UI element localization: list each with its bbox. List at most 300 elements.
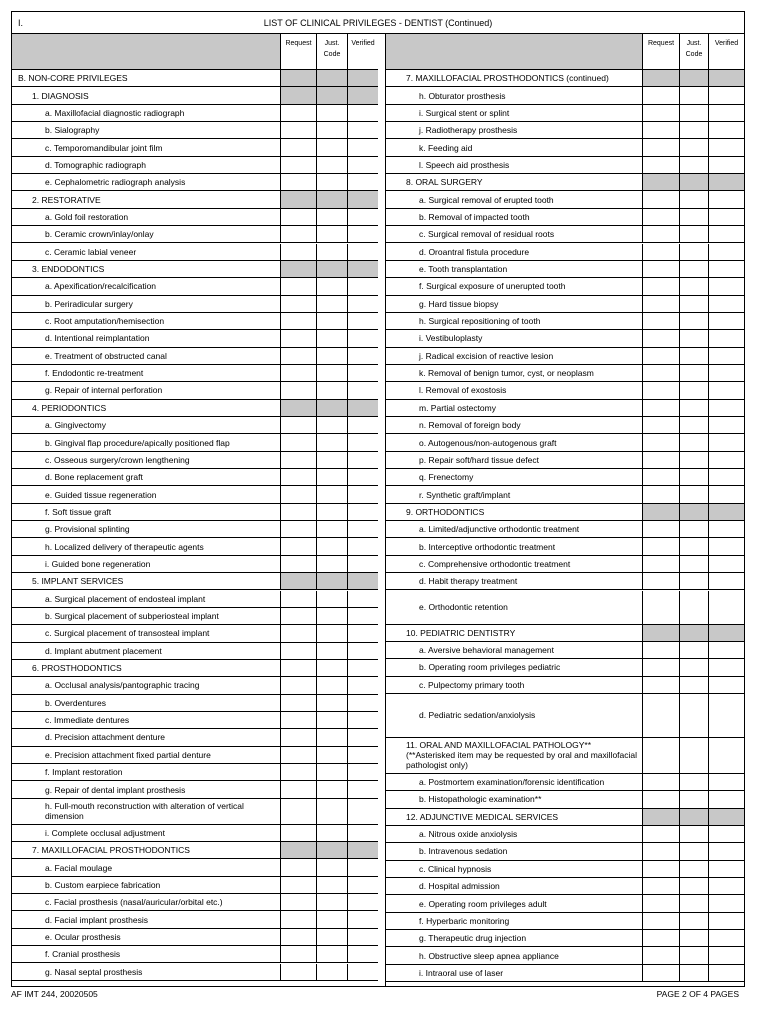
request-field[interactable] — [281, 677, 317, 693]
privilege-label: c. Osseous surgery/crown lengthening — [12, 452, 281, 468]
request-field[interactable] — [281, 209, 317, 225]
just-code-field[interactable] — [317, 382, 348, 398]
verified-field[interactable] — [348, 348, 378, 364]
privilege-row — [12, 799, 378, 825]
just-code-field[interactable] — [680, 843, 709, 859]
just-code-field[interactable] — [680, 105, 709, 121]
request-field[interactable] — [643, 642, 680, 658]
just-code-field[interactable] — [680, 244, 709, 260]
verified-field[interactable] — [348, 747, 378, 763]
request-field[interactable] — [643, 843, 680, 859]
privilege-label: e. Precision attachment fixed partial denture — [12, 747, 281, 763]
verified-field[interactable] — [348, 244, 378, 260]
verified-field[interactable] — [348, 521, 378, 537]
request-field[interactable] — [643, 694, 680, 737]
just-code-field[interactable] — [317, 946, 348, 962]
section-number: I. — [18, 18, 24, 28]
just-code-field[interactable] — [680, 382, 709, 398]
verified-field[interactable] — [348, 859, 378, 875]
privilege-label: m. Partial ostectomy — [386, 400, 643, 416]
verified-field[interactable] — [348, 105, 378, 121]
verified-field[interactable] — [709, 947, 744, 963]
just-code-field[interactable] — [680, 486, 709, 502]
request-field[interactable] — [281, 382, 317, 398]
just-code-field[interactable] — [680, 469, 709, 485]
request-field[interactable] — [281, 625, 317, 641]
request-field[interactable] — [281, 313, 317, 329]
just-code-field[interactable] — [317, 278, 348, 294]
verified-field[interactable] — [348, 964, 378, 980]
verified-field[interactable] — [348, 278, 378, 294]
request-field — [643, 70, 680, 86]
just-code-field[interactable] — [317, 712, 348, 728]
verified-field[interactable] — [348, 538, 378, 554]
request-field[interactable] — [643, 278, 680, 294]
request-field[interactable] — [643, 105, 680, 121]
verified-field[interactable] — [348, 729, 378, 745]
request-field[interactable] — [643, 791, 680, 807]
verified-field[interactable] — [348, 825, 378, 841]
just-code-field[interactable] — [317, 911, 348, 927]
just-code-field[interactable] — [680, 642, 709, 658]
verified-field[interactable] — [709, 642, 744, 658]
request-field[interactable] — [281, 226, 317, 242]
verified-field[interactable] — [348, 139, 378, 155]
verified-field[interactable] — [348, 330, 378, 346]
request-field[interactable] — [281, 781, 317, 797]
privilege-label: d. Implant abutment placement — [12, 643, 281, 659]
request-field[interactable] — [281, 764, 317, 780]
request-field[interactable] — [643, 913, 680, 929]
just-code-field[interactable] — [680, 400, 709, 416]
verified-field[interactable] — [709, 261, 744, 277]
just-code-field[interactable] — [680, 139, 709, 155]
request-field[interactable] — [643, 774, 680, 790]
request-field[interactable] — [281, 244, 317, 260]
privilege-row — [386, 538, 744, 555]
privilege-row — [12, 556, 378, 573]
verified-field[interactable] — [348, 486, 378, 502]
just-code-field[interactable] — [680, 878, 709, 894]
just-code-field[interactable] — [317, 469, 348, 485]
verified-field[interactable] — [348, 625, 378, 641]
request-field[interactable] — [643, 330, 680, 346]
verified-field[interactable] — [348, 877, 378, 893]
verified-field[interactable] — [348, 452, 378, 468]
verified-field[interactable] — [348, 365, 378, 381]
verified-field[interactable] — [348, 591, 378, 607]
request-field[interactable] — [643, 538, 680, 554]
verified-field[interactable] — [709, 330, 744, 346]
verified-field[interactable] — [709, 365, 744, 381]
verified-field[interactable] — [348, 677, 378, 693]
verified-field[interactable] — [348, 504, 378, 520]
just-code-field[interactable] — [680, 913, 709, 929]
request-field[interactable] — [643, 139, 680, 155]
just-code-field[interactable] — [680, 417, 709, 433]
just-code-field[interactable] — [680, 226, 709, 242]
just-code-field[interactable] — [317, 313, 348, 329]
just-code-field[interactable] — [680, 774, 709, 790]
request-field[interactable] — [643, 157, 680, 173]
request-field[interactable] — [643, 365, 680, 381]
request-field[interactable] — [281, 929, 317, 945]
privilege-label: k. Removal of benign tumor, cyst, or neoplasm — [386, 365, 643, 381]
privilege-row — [12, 877, 378, 894]
request-field[interactable] — [281, 894, 317, 910]
just-code-field[interactable] — [680, 965, 709, 981]
column-header-label — [12, 34, 281, 69]
verified-field[interactable] — [709, 694, 744, 737]
just-code-field[interactable] — [317, 434, 348, 450]
request-field[interactable] — [281, 469, 317, 485]
privilege-label: j. Radiotherapy prosthesis — [386, 122, 643, 138]
verified-field[interactable] — [709, 452, 744, 468]
request-field[interactable] — [643, 895, 680, 911]
request-field[interactable] — [643, 209, 680, 225]
just-code-field[interactable] — [680, 677, 709, 693]
verified-field[interactable] — [348, 929, 378, 945]
just-code-field[interactable] — [680, 591, 709, 624]
request-field[interactable] — [643, 556, 680, 572]
verified-field[interactable] — [348, 157, 378, 173]
just-code-field[interactable] — [317, 209, 348, 225]
just-code-field[interactable] — [317, 825, 348, 841]
privilege-label: a. Facial moulage — [12, 859, 281, 875]
request-field[interactable] — [281, 139, 317, 155]
just-code-field[interactable] — [317, 929, 348, 945]
verified-field[interactable] — [348, 764, 378, 780]
request-field[interactable] — [281, 859, 317, 875]
verified-field[interactable] — [709, 878, 744, 894]
verified-field[interactable] — [709, 348, 744, 364]
request-field[interactable] — [281, 538, 317, 554]
verified-field[interactable] — [709, 861, 744, 877]
just-code-field[interactable] — [680, 895, 709, 911]
privilege-row — [12, 929, 378, 946]
just-code-field[interactable] — [317, 964, 348, 980]
just-code-field[interactable] — [317, 643, 348, 659]
verified-field[interactable] — [709, 791, 744, 807]
just-code-field[interactable] — [680, 947, 709, 963]
request-field[interactable] — [643, 226, 680, 242]
request-field[interactable] — [281, 911, 317, 927]
verified-field[interactable] — [709, 226, 744, 242]
verified-field[interactable] — [709, 913, 744, 929]
verified-field[interactable] — [709, 486, 744, 502]
just-code-field[interactable] — [680, 556, 709, 572]
request-field[interactable] — [281, 330, 317, 346]
request-field[interactable] — [643, 486, 680, 502]
privilege-label: l. Removal of exostosis — [386, 382, 643, 398]
just-code-field[interactable] — [317, 244, 348, 260]
verified-field[interactable] — [709, 895, 744, 911]
just-code-field[interactable] — [680, 313, 709, 329]
verified-field — [709, 504, 744, 520]
just-code-field[interactable] — [680, 573, 709, 589]
verified-field[interactable] — [348, 894, 378, 910]
request-field[interactable] — [281, 729, 317, 745]
privilege-label: c. Immediate dentures — [12, 712, 281, 728]
just-code-field[interactable] — [680, 261, 709, 277]
request-field[interactable] — [281, 417, 317, 433]
just-code-field[interactable] — [317, 877, 348, 893]
just-code-field[interactable] — [680, 209, 709, 225]
just-code-field[interactable] — [317, 608, 348, 624]
verified-field[interactable] — [348, 174, 378, 190]
just-code-field[interactable] — [317, 729, 348, 745]
request-field[interactable] — [643, 965, 680, 981]
request-field[interactable] — [281, 296, 317, 312]
request-field[interactable] — [643, 261, 680, 277]
privilege-row — [386, 965, 744, 982]
just-code-field[interactable] — [680, 296, 709, 312]
request-field[interactable] — [643, 87, 680, 103]
just-code-field[interactable] — [680, 330, 709, 346]
privilege-label: g. Repair of internal perforation — [12, 382, 281, 398]
verified-field[interactable] — [709, 87, 744, 103]
just-code-field[interactable] — [317, 591, 348, 607]
just-code-field[interactable] — [680, 157, 709, 173]
verified-field[interactable] — [709, 469, 744, 485]
verified-field[interactable] — [348, 296, 378, 312]
request-field[interactable] — [643, 417, 680, 433]
verified-field[interactable] — [348, 946, 378, 962]
privilege-label: d. Hospital admission — [386, 878, 643, 894]
privilege-label: e. Orthodontic retention — [386, 591, 643, 624]
request-field[interactable] — [643, 434, 680, 450]
just-code-field[interactable] — [317, 538, 348, 554]
just-code-field[interactable] — [317, 226, 348, 242]
just-code-field[interactable] — [317, 296, 348, 312]
request-field[interactable] — [643, 521, 680, 537]
just-code-field[interactable] — [680, 191, 709, 207]
verified-field[interactable] — [709, 122, 744, 138]
verified-field[interactable] — [709, 965, 744, 981]
verified-field[interactable] — [709, 400, 744, 416]
request-field[interactable] — [643, 947, 680, 963]
privilege-label: g. Therapeutic drug injection — [386, 930, 643, 946]
form-title-bar — [12, 12, 744, 34]
just-code-field[interactable] — [317, 764, 348, 780]
just-code-field[interactable] — [317, 139, 348, 155]
just-code-field — [317, 87, 348, 103]
verified-field[interactable] — [709, 157, 744, 173]
request-field — [281, 400, 317, 416]
just-code-field[interactable] — [317, 330, 348, 346]
privilege-row — [386, 573, 744, 590]
request-field[interactable] — [643, 313, 680, 329]
request-field[interactable] — [281, 877, 317, 893]
request-field[interactable] — [281, 643, 317, 659]
just-code-field[interactable] — [680, 348, 709, 364]
request-field[interactable] — [281, 365, 317, 381]
verified-field[interactable] — [709, 244, 744, 260]
verified-field[interactable] — [709, 105, 744, 121]
request-field[interactable] — [281, 556, 317, 572]
just-code-field[interactable] — [317, 695, 348, 711]
verified-field[interactable] — [709, 538, 744, 554]
verified-field[interactable] — [348, 122, 378, 138]
request-field[interactable] — [281, 608, 317, 624]
request-field[interactable] — [643, 677, 680, 693]
request-field[interactable] — [281, 174, 317, 190]
request-field[interactable] — [281, 278, 317, 294]
form-title: LIST OF CLINICAL PRIVILEGES - DENTIST (Continued) — [263, 18, 493, 28]
request-field[interactable] — [281, 434, 317, 450]
just-code-field[interactable] — [317, 894, 348, 910]
just-code-field[interactable] — [680, 930, 709, 946]
request-field[interactable] — [643, 573, 680, 589]
verified-field[interactable] — [348, 382, 378, 398]
request-field[interactable] — [281, 964, 317, 980]
verified-field[interactable] — [709, 139, 744, 155]
just-code-field[interactable] — [317, 157, 348, 173]
request-field[interactable] — [643, 382, 680, 398]
request-field[interactable] — [281, 695, 317, 711]
request-field — [281, 842, 317, 858]
request-field[interactable] — [643, 244, 680, 260]
just-code-field[interactable] — [680, 434, 709, 450]
privilege-label: e. Tooth transplantation — [386, 261, 643, 277]
verified-field[interactable] — [709, 556, 744, 572]
verified-field — [709, 625, 744, 641]
request-field[interactable] — [281, 747, 317, 763]
just-code-field[interactable] — [317, 348, 348, 364]
request-field[interactable] — [643, 930, 680, 946]
verified-field[interactable] — [348, 712, 378, 728]
just-code-field[interactable] — [317, 799, 348, 824]
request-field[interactable] — [643, 296, 680, 312]
verified-field[interactable] — [348, 556, 378, 572]
request-field[interactable] — [643, 191, 680, 207]
just-code-field[interactable] — [680, 538, 709, 554]
verified-field — [709, 174, 744, 190]
request-field[interactable] — [281, 105, 317, 121]
request-field[interactable] — [281, 712, 317, 728]
verified-field[interactable] — [709, 930, 744, 946]
section-label: 7. MAXILLOFACIAL PROSTHODONTICS (continued) — [386, 70, 643, 86]
just-code-field[interactable] — [317, 625, 348, 641]
column-header-just-code: Just. Code — [680, 34, 709, 69]
privilege-row — [12, 504, 378, 521]
request-field[interactable] — [643, 122, 680, 138]
verified-field[interactable] — [348, 417, 378, 433]
verified-field[interactable] — [709, 191, 744, 207]
just-code-field[interactable] — [680, 122, 709, 138]
just-code-field[interactable] — [680, 659, 709, 675]
just-code-field[interactable] — [317, 504, 348, 520]
verified-field[interactable] — [348, 209, 378, 225]
verified-field[interactable] — [709, 434, 744, 450]
just-code-field[interactable] — [680, 521, 709, 537]
just-code-field[interactable] — [680, 861, 709, 877]
verified-field[interactable] — [709, 659, 744, 675]
just-code-field[interactable] — [317, 486, 348, 502]
privilege-label: e. Treatment of obstructed canal — [12, 348, 281, 364]
request-field[interactable] — [281, 591, 317, 607]
request-field[interactable] — [281, 486, 317, 502]
verified-field[interactable] — [709, 591, 744, 624]
request-field[interactable] — [281, 348, 317, 364]
request-field[interactable] — [281, 122, 317, 138]
just-code-field[interactable] — [680, 87, 709, 103]
request-field[interactable] — [643, 591, 680, 624]
verified-field[interactable] — [709, 278, 744, 294]
request-field[interactable] — [643, 861, 680, 877]
verified-field[interactable] — [709, 774, 744, 790]
request-field[interactable] — [643, 659, 680, 675]
verified-field[interactable] — [348, 226, 378, 242]
verified-field[interactable] — [348, 781, 378, 797]
just-code-field[interactable] — [680, 791, 709, 807]
request-field[interactable] — [643, 826, 680, 842]
just-code-field[interactable] — [317, 781, 348, 797]
request-field[interactable] — [643, 469, 680, 485]
verified-field[interactable] — [348, 695, 378, 711]
verified-field[interactable] — [348, 469, 378, 485]
just-code-field[interactable] — [317, 556, 348, 572]
verified-field[interactable] — [709, 677, 744, 693]
request-field[interactable] — [643, 348, 680, 364]
just-code-field[interactable] — [680, 278, 709, 294]
just-code-field[interactable] — [680, 452, 709, 468]
just-code-field[interactable] — [317, 365, 348, 381]
privilege-label: e. Cephalometric radiograph analysis — [12, 174, 281, 190]
just-code-field[interactable] — [317, 122, 348, 138]
verified-field[interactable] — [709, 382, 744, 398]
request-field[interactable] — [281, 157, 317, 173]
request-field[interactable] — [643, 400, 680, 416]
privilege-label: f. Soft tissue graft — [12, 504, 281, 520]
just-code-field[interactable] — [317, 677, 348, 693]
request-field[interactable] — [281, 946, 317, 962]
verified-field[interactable] — [709, 296, 744, 312]
just-code-field[interactable] — [680, 694, 709, 737]
request-field[interactable] — [281, 504, 317, 520]
just-code-field[interactable] — [680, 365, 709, 381]
request-field[interactable] — [643, 452, 680, 468]
verified-field[interactable] — [348, 608, 378, 624]
request-field[interactable] — [281, 521, 317, 537]
just-code-field[interactable] — [317, 174, 348, 190]
verified-field[interactable] — [348, 643, 378, 659]
just-code-field[interactable] — [317, 452, 348, 468]
verified-field[interactable] — [709, 843, 744, 859]
request-field[interactable] — [281, 799, 317, 824]
verified-field[interactable] — [348, 313, 378, 329]
verified-field[interactable] — [348, 799, 378, 824]
just-code-field[interactable] — [317, 105, 348, 121]
just-code-field[interactable] — [317, 747, 348, 763]
verified-field[interactable] — [348, 911, 378, 927]
request-field[interactable] — [643, 878, 680, 894]
request-field[interactable] — [281, 452, 317, 468]
privilege-label: d. Oroantral fistula procedure — [386, 244, 643, 260]
verified-field[interactable] — [709, 521, 744, 537]
verified-field[interactable] — [709, 417, 744, 433]
just-code-field[interactable] — [680, 826, 709, 842]
request-field[interactable] — [281, 825, 317, 841]
verified-field[interactable] — [709, 313, 744, 329]
just-code-field[interactable] — [317, 521, 348, 537]
verified-field[interactable] — [348, 434, 378, 450]
just-code-field[interactable] — [317, 417, 348, 433]
just-code-field[interactable] — [317, 859, 348, 875]
verified-field[interactable] — [709, 573, 744, 589]
verified-field[interactable] — [709, 209, 744, 225]
verified-field[interactable] — [709, 826, 744, 842]
